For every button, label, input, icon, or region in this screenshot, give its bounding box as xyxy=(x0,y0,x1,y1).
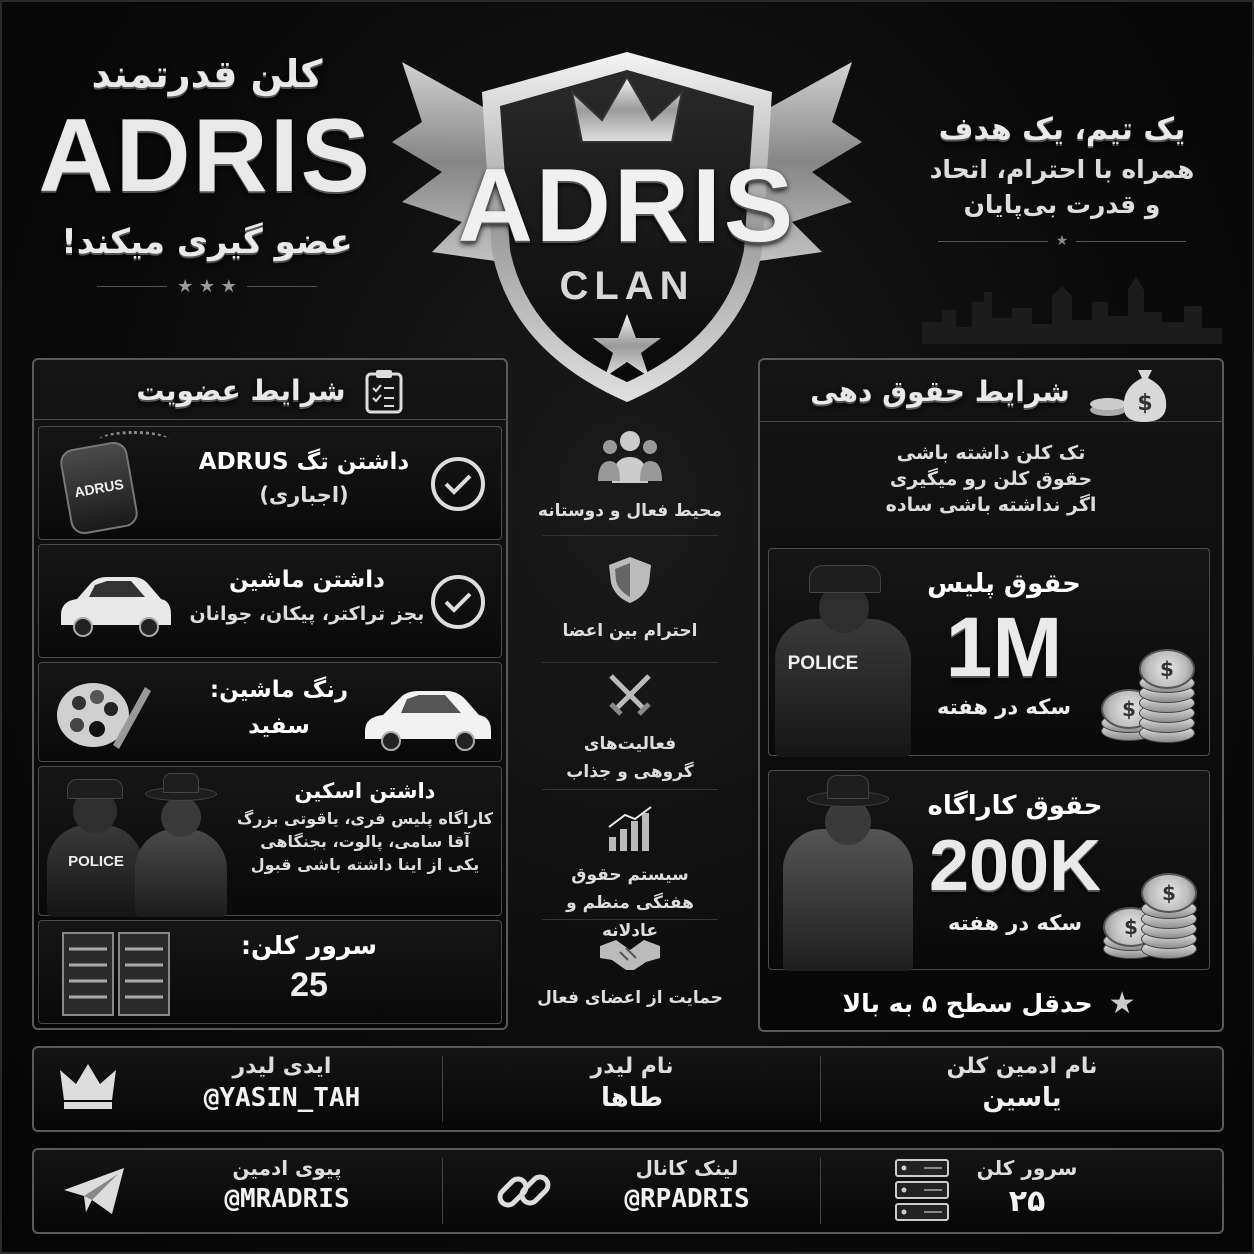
header-left-stars xyxy=(42,276,372,297)
feature-divider xyxy=(542,919,718,920)
police-cap xyxy=(809,565,881,593)
city-skyline-icon xyxy=(922,272,1222,344)
feature-item xyxy=(532,427,728,532)
membership-item-text xyxy=(235,779,495,874)
stars-decoration: ★ ★ ★ xyxy=(177,276,237,297)
detective-figure-icon xyxy=(783,829,913,971)
police-label: POLICE xyxy=(68,853,124,870)
channel-link-cell[interactable] xyxy=(562,1156,812,1214)
server-rack-icon xyxy=(59,929,179,1019)
clan-server-value: ۲۵ xyxy=(1008,1184,1046,1219)
item-subtitle: سفید xyxy=(248,713,310,739)
feature-text: محیط فعال و دوستانه xyxy=(537,501,723,521)
salary-intro-line: تک کلن داشته باشی xyxy=(896,442,1086,464)
handshake-icon xyxy=(598,932,662,972)
police-salary-text xyxy=(919,569,1089,719)
membership-item-skin xyxy=(38,766,502,916)
detective-salary-unit: سکه در هفته xyxy=(947,911,1083,935)
detective-head xyxy=(161,797,201,837)
leader-name-cell xyxy=(452,1054,812,1113)
detective-salary-text xyxy=(917,791,1113,935)
chart-icon xyxy=(605,805,655,853)
item-title: داشتن اسکین xyxy=(294,779,436,803)
leader-id-cell xyxy=(132,1054,432,1113)
header-left-line3: عضو گیری میکند! xyxy=(61,222,353,262)
membership-header xyxy=(32,362,508,420)
leaders-divider xyxy=(442,1056,443,1122)
min-level-text: حدقل سطح ۵ به بالا xyxy=(842,988,1093,1018)
car-icon xyxy=(55,571,175,637)
coin-stack-icon: $ $ xyxy=(1103,863,1203,967)
police-salary-card xyxy=(768,548,1210,756)
admin-name-title: نام ادمین کلن xyxy=(946,1054,1098,1079)
police-salary-unit: سکه در هفته xyxy=(936,695,1072,719)
salary-intro-line: حقوق کلن رو میگیری xyxy=(889,468,1093,490)
admin-name-cell xyxy=(832,1054,1212,1113)
police-salary-title: حقوق پلیس xyxy=(927,569,1081,599)
salary-title: شرایط حقوق دهی xyxy=(810,375,1070,408)
membership-item-color xyxy=(38,662,502,762)
police-vest-label: POLICE xyxy=(787,653,859,674)
dog-tag-label: ADRUS xyxy=(73,475,125,501)
item-title: سرور کلن: xyxy=(240,931,377,960)
feature-item xyxy=(532,555,728,655)
feature-divider xyxy=(542,662,718,663)
admin-pv-value[interactable]: MRADRIS@ xyxy=(224,1184,350,1214)
channel-link-title: لینک کانال xyxy=(635,1156,739,1180)
feature-divider xyxy=(542,535,718,536)
dog-tag-icon xyxy=(58,440,140,537)
star-icon: ★ xyxy=(1108,985,1136,1021)
palette-icon xyxy=(53,675,153,753)
feature-item xyxy=(532,672,728,782)
membership-title: شرایط عضویت xyxy=(136,374,346,407)
item-subtitle: (اجباری) xyxy=(259,483,349,507)
contacts-divider xyxy=(820,1158,821,1224)
channel-link-value[interactable]: RPADRIS@ xyxy=(624,1184,750,1214)
feature-item xyxy=(532,932,728,1022)
contacts-divider xyxy=(442,1158,443,1224)
header-left xyxy=(38,52,372,297)
slogan-divider xyxy=(902,233,1222,249)
membership-item-text xyxy=(189,931,429,1005)
police-figure-icon xyxy=(775,619,911,757)
check-icon xyxy=(431,575,485,629)
link-icon[interactable] xyxy=(494,1162,554,1220)
police-cap xyxy=(67,779,123,799)
salary-intro xyxy=(762,442,1220,516)
feature-divider xyxy=(542,789,718,790)
admin-pv-title: پیوی ادمین xyxy=(232,1156,342,1180)
star-icon: ★ xyxy=(1055,233,1069,249)
detective-salary-card xyxy=(768,770,1210,970)
membership-item-tag xyxy=(38,426,502,540)
features-column xyxy=(532,427,728,1027)
slogan-line3: و قدرت بی‌پایان xyxy=(963,190,1161,219)
shield-icon xyxy=(605,555,655,605)
white-car-icon xyxy=(361,685,495,751)
skin-line-2: آقا سامی، پالوت، بجنگاهی xyxy=(260,832,470,851)
detective-salary-title: حقوق کاراگاه xyxy=(927,791,1103,821)
item-title: داشتن ماشین xyxy=(229,567,385,593)
detective-salary-amount: 200K xyxy=(928,826,1102,906)
logo-main-text: ADRIS xyxy=(457,148,797,264)
feature-text: احترام بین اعضا xyxy=(562,621,698,641)
skin-line-1: کاراگاه پلیس فری، یاقوتی بزرگ xyxy=(236,809,494,828)
salary-intro-line: اگر نداشته باشی ساده xyxy=(885,494,1097,516)
slogan-line2: همراه با احترام، اتحاد xyxy=(929,155,1195,184)
item-title: داشتن تگ ADRUS xyxy=(198,449,410,475)
leader-id-title: ایدی لیدر xyxy=(232,1054,332,1079)
detective-figure-icon xyxy=(135,829,227,917)
group-icon xyxy=(598,427,662,485)
clan-server-cell xyxy=(952,1156,1102,1219)
detective-hat-crown xyxy=(827,775,869,799)
membership-item-text xyxy=(179,677,379,739)
telegram-icon[interactable] xyxy=(62,1164,128,1218)
item-title: رنگ ماشین: xyxy=(209,677,349,703)
crown-icon xyxy=(58,1060,118,1112)
leader-name-value: طاها xyxy=(600,1083,664,1113)
min-level-row xyxy=(768,980,1210,1026)
leader-name-title: نام لیدر xyxy=(590,1054,674,1079)
money-bag-icon xyxy=(1088,360,1172,424)
clan-server-title: سرور کلن xyxy=(976,1156,1078,1180)
membership-item-server xyxy=(38,920,502,1024)
header-left-line1: کلن قدرتمند xyxy=(91,52,323,96)
feature-text: فعالیت‌های گروهی و جذاب xyxy=(566,734,694,782)
police-salary-amount: 1M xyxy=(945,600,1063,694)
slogan-line1: یک تیم، یک هدف xyxy=(938,112,1186,147)
admin-name-value: یاسین xyxy=(982,1083,1062,1113)
item-subtitle: 25 xyxy=(290,966,328,1004)
svg-text:$: $ xyxy=(1137,390,1153,416)
leaders-divider xyxy=(820,1056,821,1122)
logo-sub-text: CLAN xyxy=(559,264,695,308)
membership-item-car xyxy=(38,544,502,658)
skin-line-3: یکی از اینا داشته باشی قبول xyxy=(250,855,480,874)
admin-pv-cell[interactable] xyxy=(142,1156,432,1214)
server-icon xyxy=(894,1158,950,1222)
salary-header xyxy=(758,362,1224,422)
clipboard-icon xyxy=(364,368,404,414)
feature-item xyxy=(532,805,728,941)
membership-item-text xyxy=(179,567,435,625)
leader-id-value: YASIN_TAH@ xyxy=(203,1083,361,1113)
feature-text: سیستم حقوق هفتگی منظم و عادلانه xyxy=(566,865,694,941)
chain-icon xyxy=(99,431,169,449)
header-brand: ADRIS xyxy=(38,98,372,214)
feature-text: حمایت از اعضای فعال xyxy=(537,988,723,1008)
swords-icon xyxy=(605,672,655,722)
coin-stack-icon: $ $ xyxy=(1101,645,1201,749)
police-figure-icon xyxy=(47,825,143,917)
clan-logo xyxy=(382,32,872,412)
membership-item-text xyxy=(169,449,439,507)
detective-hat-crown xyxy=(163,773,199,793)
header-right xyxy=(902,112,1222,249)
check-icon xyxy=(431,457,485,511)
item-subtitle: بجز تراکتر، پیکان، جوانان xyxy=(189,603,425,625)
